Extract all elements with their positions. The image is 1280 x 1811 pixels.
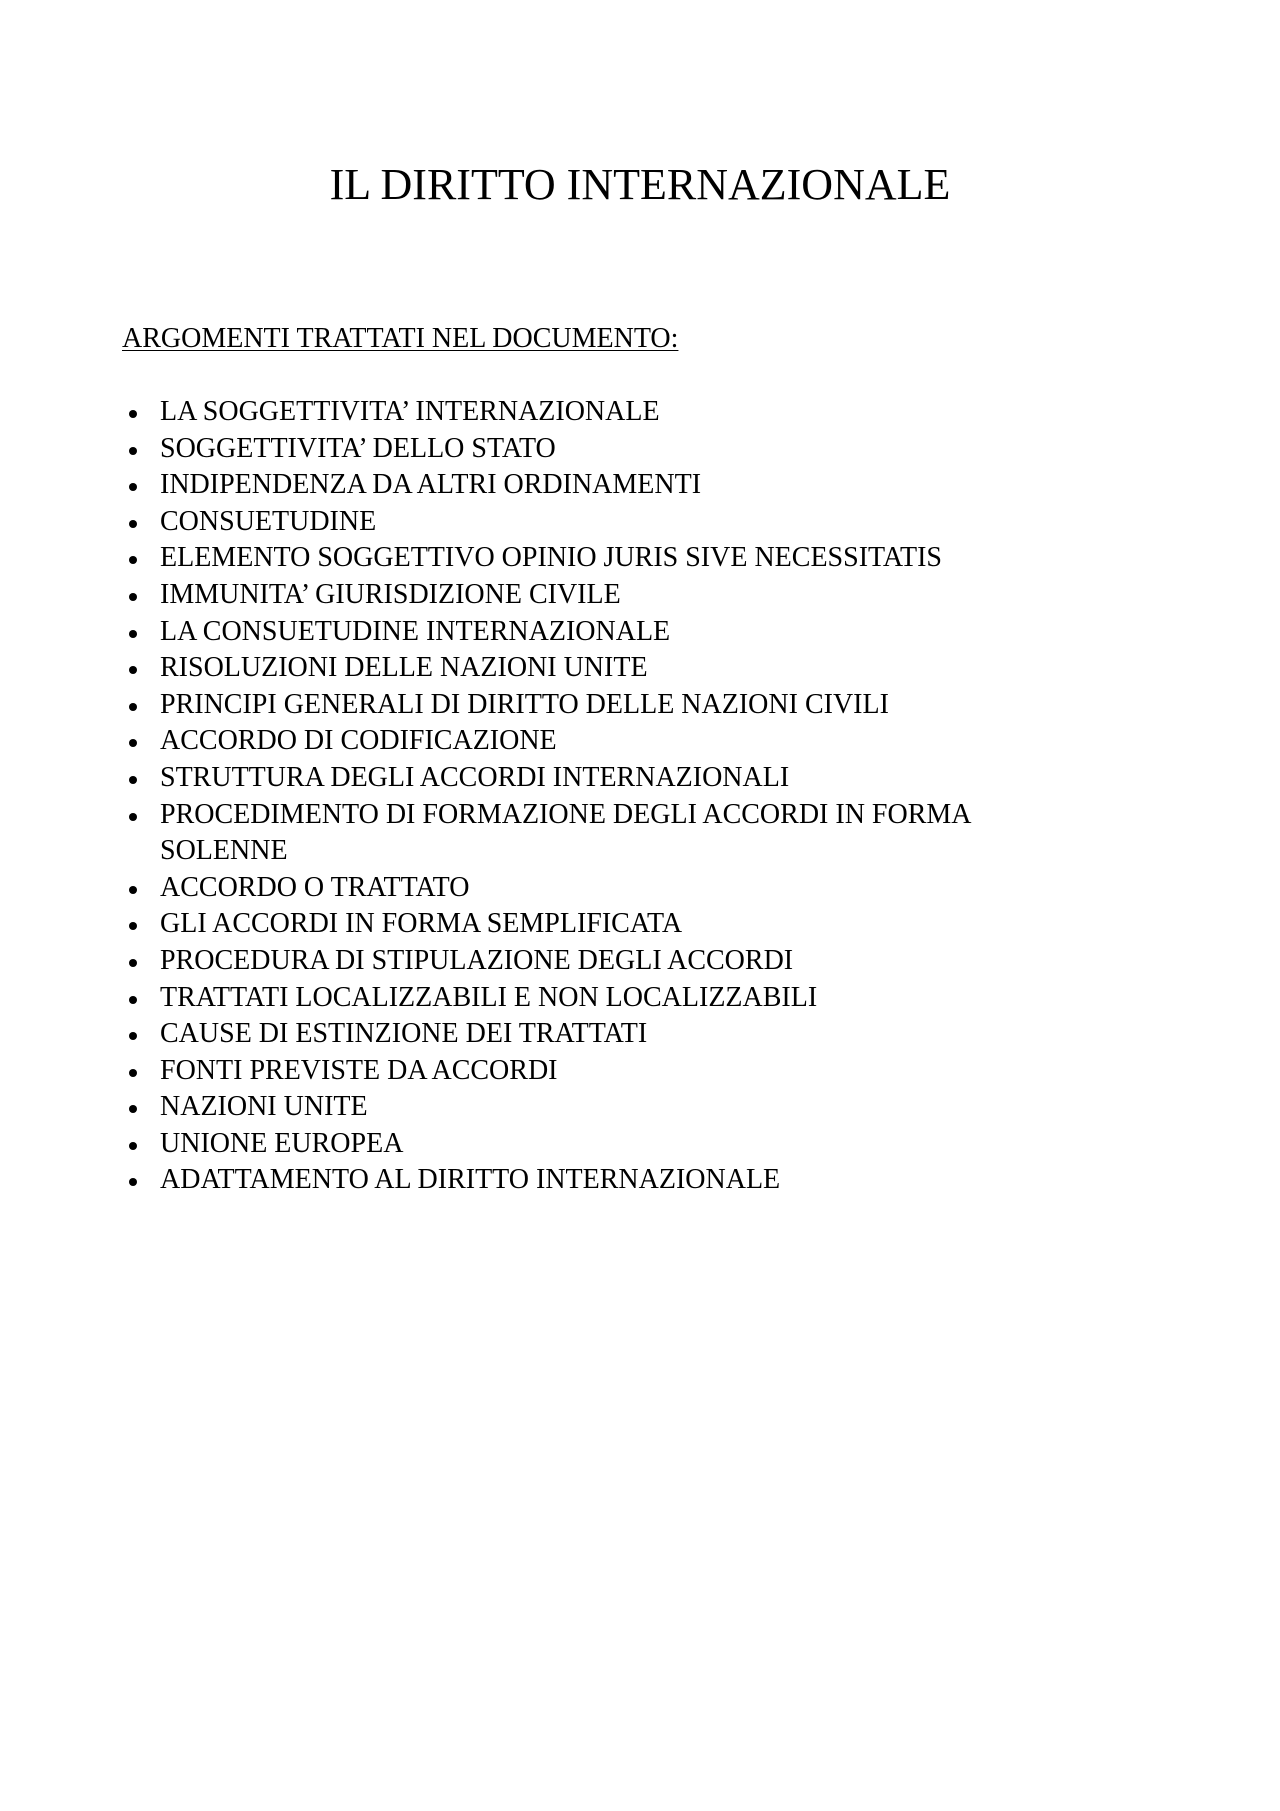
list-item xyxy=(122,906,1102,943)
list-item xyxy=(122,723,1102,760)
bullet-icon xyxy=(129,666,137,674)
bullet-icon xyxy=(129,556,137,564)
document-title: IL DIRITTO INTERNAZIONALE xyxy=(329,160,951,209)
bullet-icon xyxy=(129,886,137,894)
list-item xyxy=(122,943,1102,980)
bullet-icon xyxy=(129,1142,137,1150)
list-item xyxy=(122,980,1102,1017)
bullet-icon xyxy=(129,447,137,455)
list-item xyxy=(122,1126,1102,1163)
topic-text: LA SOGGETTIVITA’ INTERNAZIONALE xyxy=(160,396,660,427)
list-item xyxy=(122,760,1102,797)
list-item xyxy=(122,650,1102,687)
topic-text: TRATTATI LOCALIZZABILI E NON LOCALIZZABILI xyxy=(160,981,818,1013)
list-item xyxy=(122,394,1102,431)
list-item xyxy=(122,1089,1102,1126)
list-item xyxy=(122,577,1102,614)
topic-text: LA CONSUETUDINE INTERNAZIONALE xyxy=(160,615,671,647)
topic-text: STRUTTURA DEGLI ACCORDI INTERNAZIONALI xyxy=(160,761,790,793)
bullet-icon xyxy=(129,776,137,784)
topic-text: ACCORDO O TRATTATO xyxy=(160,871,470,903)
topic-text: ACCORDO DI CODIFICAZIONE xyxy=(160,725,557,757)
bullet-icon xyxy=(129,483,137,491)
bullet-icon xyxy=(129,410,137,418)
bullet-icon xyxy=(129,1032,137,1040)
bullet-icon xyxy=(129,520,137,528)
bullet-icon xyxy=(129,739,137,747)
topic-text: PRINCIPI GENERALI DI DIRITTO DELLE NAZIONI CIVILI xyxy=(160,688,889,720)
topic-text: ADATTAMENTO AL DIRITTO INTERNAZIONALE xyxy=(160,1164,781,1196)
list-item xyxy=(122,797,1102,870)
bullet-icon xyxy=(129,630,137,638)
bullet-icon xyxy=(129,1069,137,1077)
topic-text: CAUSE DI ESTINZIONE DEI TRATTATI xyxy=(160,1018,648,1050)
topic-text: PROCEDIMENTO DI FORMAZIONE DEGLI ACCORDI IN FORMA SOLENNE xyxy=(160,798,970,867)
list-item xyxy=(122,614,1102,651)
bullet-icon xyxy=(129,593,137,601)
bullet-icon xyxy=(129,1105,137,1113)
topic-text: PROCEDURA DI STIPULAZIONE DEGLI ACCORDI xyxy=(160,944,794,976)
list-item xyxy=(122,1053,1102,1090)
topic-text: IMMUNITA’ GIURISDIZIONE CIVILE xyxy=(160,578,621,610)
list-item xyxy=(122,1016,1102,1053)
topic-text: UNIONE EUROPEA xyxy=(160,1127,404,1159)
topic-text: GLI ACCORDI IN FORMA SEMPLIFICATA xyxy=(160,908,683,940)
bullet-icon xyxy=(129,703,137,711)
topic-text: ELEMENTO SOGGETTIVO OPINIO JURIS SIVE NECESSITATIS xyxy=(160,542,943,574)
list-item xyxy=(122,870,1102,907)
section-heading: ARGOMENTI TRATTATI NEL DOCUMENTO: xyxy=(122,323,679,354)
bullet-icon xyxy=(129,813,137,821)
list-item xyxy=(122,540,1102,577)
bullet-icon xyxy=(129,922,137,930)
topic-text: INDIPENDENZA DA ALTRI ORDINAMENTI xyxy=(160,469,702,501)
topic-list xyxy=(122,394,1102,1199)
list-item xyxy=(122,687,1102,724)
list-item xyxy=(122,1162,1102,1199)
bullet-icon xyxy=(129,1178,137,1186)
bullet-icon xyxy=(129,959,137,967)
topic-text: RISOLUZIONI DELLE NAZIONI UNITE xyxy=(160,652,648,684)
list-item xyxy=(122,504,1102,541)
list-item xyxy=(122,431,1102,468)
bullet-icon xyxy=(129,996,137,1004)
topic-text: SOGGETTIVITA’ DELLO STATO xyxy=(160,432,556,464)
topic-text: CONSUETUDINE xyxy=(160,505,377,537)
topic-text: FONTI PREVISTE DA ACCORDI xyxy=(160,1054,558,1086)
topic-text: NAZIONI UNITE xyxy=(160,1091,368,1123)
list-item xyxy=(122,467,1102,504)
